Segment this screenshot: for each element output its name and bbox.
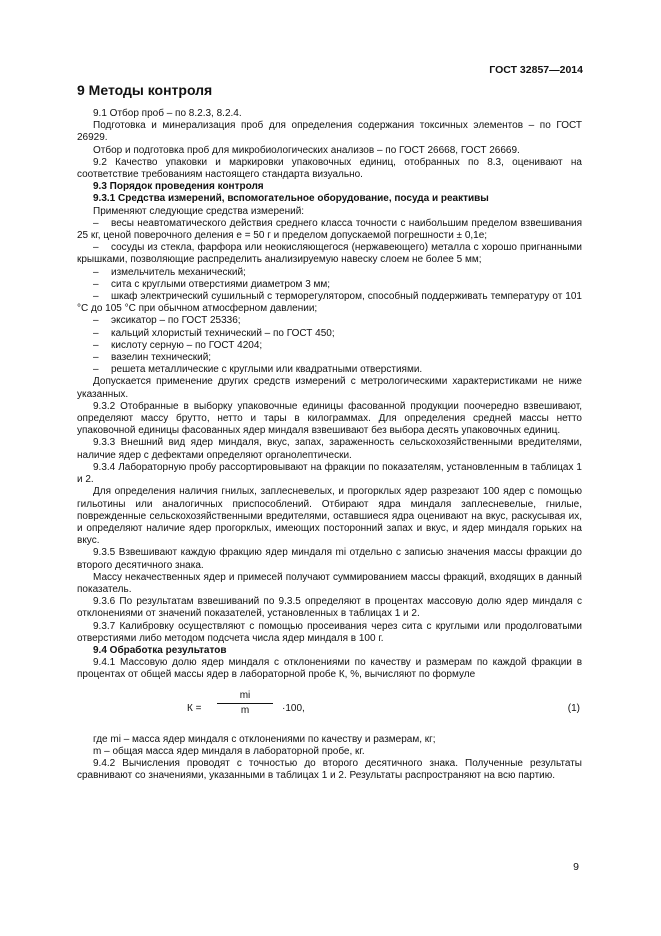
list-item — [77, 352, 582, 364]
paragraph-text: весы неавтоматического действия среднего класса точности с наибольшим пределом взвешивания 25 кг, ценой поверочного деления e = 50 г и пределом допускаемой погрешности ± 0,1e; — [77, 217, 582, 242]
list-item — [77, 291, 582, 315]
dash-marker: – — [93, 339, 99, 351]
paragraph — [77, 657, 582, 681]
paragraph — [77, 145, 582, 157]
formula-rhs: ·100, — [282, 702, 305, 714]
paragraph — [77, 645, 582, 657]
paragraph-text: 9.4.1 Массовую долю ядер миндаля с отклонениями по качеству и размерам по каждой фракции в процентах от общей массы ядер в лабораторной пробе К, %, вычисляют по формуле — [77, 657, 582, 681]
paragraphs — [77, 108, 582, 682]
paragraph-text: измельчитель механический; — [111, 266, 246, 278]
list-item — [77, 364, 582, 376]
paragraph-text: кислоту серную – по ГОСТ 4204; — [111, 339, 263, 351]
paragraph — [77, 486, 582, 547]
list-item — [77, 242, 582, 266]
list-item — [77, 218, 582, 242]
paragraph-text: 9.3.3 Внешний вид ядер миндаля, вкус, запах, зараженность сельскохозяйственными вредителями, наличие ядер с дефектами определяют органолептически. — [77, 437, 582, 461]
formula-denominator: m — [240, 704, 250, 716]
paragraph — [77, 437, 582, 461]
paragraph-text: решета металлические с круглыми или квадратными отверстиями. — [111, 364, 423, 376]
paragraph-text: эксикатор – по ГОСТ 25336; — [111, 315, 241, 327]
final-paragraph: 9.4.2 Вычисления проводят с точностью до второго десятичного знака. Полученные результаты сравнивают со значениями, указанными в таблицах 1 и 2. Результаты распространяют на всю партию. — [77, 757, 582, 782]
paragraph-text: шкаф электрический сушильный с терморегулятором, способный поддерживать температуру от 101 °С до 105 °С при обычном атмосферном давлении; — [77, 291, 582, 315]
dash-marker: – — [93, 291, 99, 303]
paragraph-text: кальций хлористый технический – по ГОСТ 450; — [111, 327, 335, 339]
paragraph-text: сосуды из стекла, фарфора или неокисляющегося (нержавеющего) металла с хорошо пригнанными крышками, позволяющие распределить анализируемую навеску слоем не более 5 мм; — [77, 242, 582, 266]
paragraph-text: Подготовка и минерализация проб для определения содержания токсичных элементов – по ГОСТ 26929. — [77, 120, 582, 144]
paragraph-text: 9.4 Обработка результатов — [93, 644, 227, 656]
paragraph-text: 9.3.6 По результатам взвешиваний по 9.3.5 определяют в процентах массовую долю ядер миндаля с отклонениями от значений показателей, установленных в таблицах 1 и 2. — [77, 596, 582, 620]
paragraph-text: 9.3.4 Лабораторную пробу рассортировывают на фракции по показателям, установленным в таблицах 1 и 2. — [77, 461, 582, 486]
paragraph — [77, 596, 582, 620]
page-number: 9 — [573, 861, 579, 873]
formula-number: (1) — [567, 702, 580, 714]
paragraph — [77, 206, 582, 218]
paragraph-text: вазелин технический; — [111, 352, 212, 364]
list-item — [77, 328, 582, 340]
paragraph-text: 9.3.7 Калибровку осуществляют с помощью просеивания через сита с круглыми или продолговатыми отверстиями либо методом подсчета числа ядер миндаля в 100 г. — [77, 620, 582, 644]
formula-lhs: К = — [187, 702, 202, 714]
dash-marker: – — [93, 364, 99, 376]
paragraph — [77, 181, 582, 193]
formula-fraction — [217, 690, 273, 717]
dash-marker: – — [93, 266, 99, 278]
dash-marker: – — [93, 278, 99, 290]
paragraph-text: Для определения наличия гнилых, заплесневелых, и прогорклых ядер разрезают 100 ядер с помощью гильотины или аналогичных приспособлений. Отбирают ядра миндаля заплесневелые, гнилые, поврежденные сельскохозяйственными вредителями, оставшиеся ядра оценивают на вкус, раскусывая их, и определяют наличие ядер прогорклых, имеющих посторонний запах и вкус, и ядер миндаля горьких на вкус. — [77, 486, 582, 547]
paragraph-text: 9.3.5 Взвешивают каждую фракцию ядер миндаля mi отдельно с записью значения массы фракции до второго десятичного знака. — [77, 547, 582, 571]
section-title: 9 Методы контроля — [77, 82, 213, 98]
dash-marker: – — [93, 242, 99, 254]
dash-marker: – — [93, 315, 99, 327]
list-item — [77, 340, 582, 352]
paragraph — [77, 376, 582, 400]
paragraph — [77, 108, 582, 120]
paragraph — [77, 193, 582, 205]
document-body — [77, 82, 582, 782]
paragraph — [77, 157, 582, 181]
dash-marker: – — [93, 327, 99, 339]
where-line-1: где mi – масса ядер миндаля с отклонениями по качеству и размерам, кг; — [93, 733, 436, 745]
paragraph — [77, 462, 582, 486]
dash-marker: – — [93, 352, 99, 364]
paragraph-text: Применяют следующие средства измерений: — [93, 205, 305, 217]
paragraph-text: 9.2 Качество упаковки и маркировки упаковочных единиц, отобранных по 8.3, оценивают на соответствие требованиям настоящего стандарта визуально. — [77, 156, 582, 181]
paragraph-text: 9.3.1 Средства измерений, вспомогательное оборудование, посуда и реактивы — [93, 193, 489, 205]
paragraph-text: 9.1 Отбор проб – по 8.2.3, 8.2.4. — [93, 108, 242, 119]
paragraph-text: 9.3.2 Отобранные в выборку упаковочные единицы фасованной продукции поочередно взвешивают, определяют массу брутто, нетто и тары в килограммах. Для определения средней массы нетто упаковочной единицы фасованных ядер миндаля взвешивают без выбора десять упаковочных единиц. — [77, 400, 582, 437]
paragraph — [77, 621, 582, 645]
paragraph-text: 9.3 Порядок проведения контроля — [93, 181, 264, 193]
paragraph — [77, 547, 582, 571]
paragraph — [77, 572, 582, 596]
paragraph-text: Отбор и подготовка проб для микробиологических анализов – по ГОСТ 26668, ГОСТ 26669. — [93, 144, 520, 156]
paragraph — [77, 401, 582, 438]
list-item — [77, 267, 582, 279]
list-item — [77, 279, 582, 291]
list-item — [77, 315, 582, 327]
paragraph-text: сита с круглыми отверстиями диаметром 3 мм; — [111, 278, 331, 290]
formula-numerator: mi — [239, 689, 251, 701]
formula-1 — [77, 690, 582, 728]
where-line-2: m – общая масса ядер миндаля в лабораторной пробе, кг. — [93, 745, 365, 757]
dash-marker: – — [93, 217, 99, 229]
paragraph-text: Допускается применение других средств измерений с метрологическими характеристиками не ниже указанных. — [77, 376, 582, 400]
paragraph — [77, 120, 582, 144]
document-header: ГОСТ 32857—2014 — [489, 64, 583, 76]
paragraph-text: Массу некачественных ядер и примесей получают суммированием массы фракций, входящих в данный показатель. — [77, 571, 582, 595]
